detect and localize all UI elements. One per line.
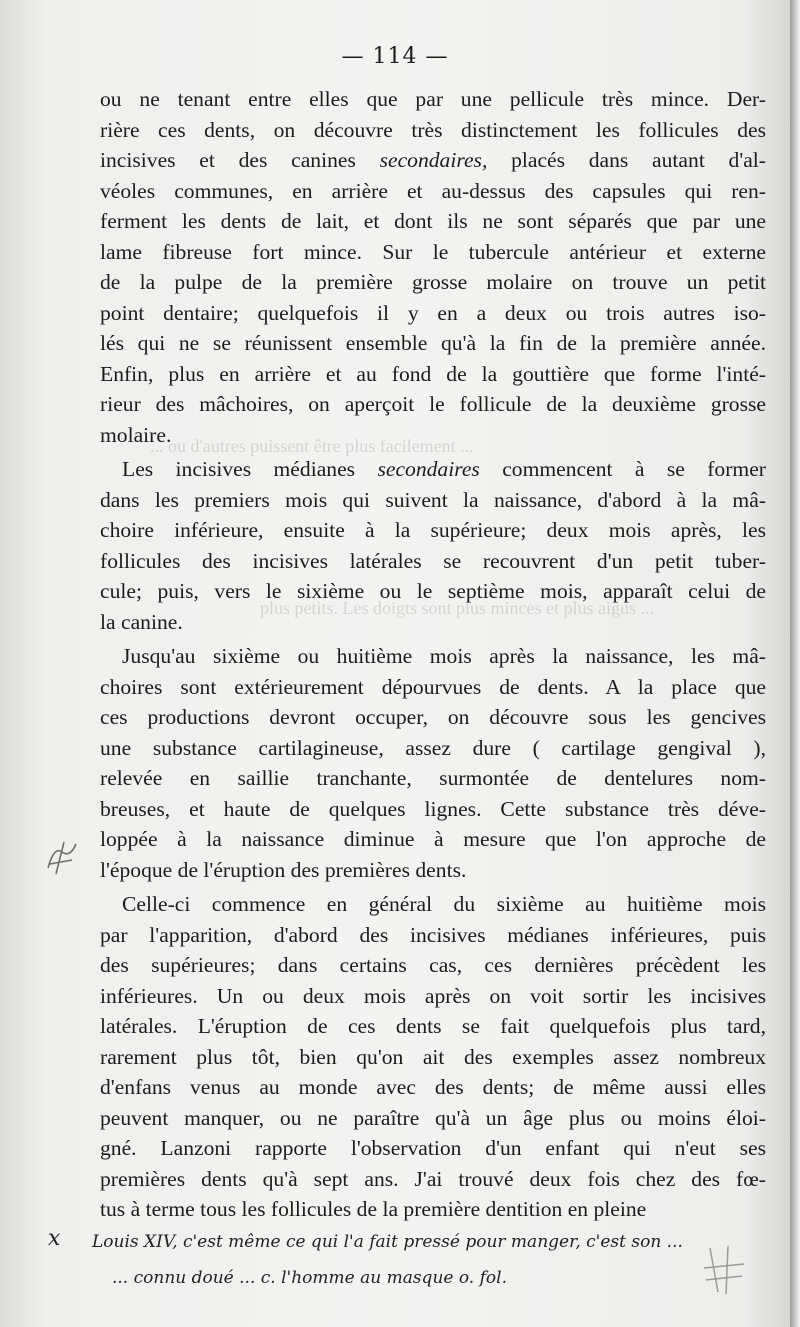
text-line: gné. Lanzoni rapporte l'observation d'un enfant qui n'eut ses: [100, 1136, 766, 1160]
text-segment: placés dans autant d'al-: [487, 148, 766, 172]
text-line: rière ces dents, on découvre très distinctement les follicules des: [100, 117, 766, 142]
bleed-through-text: ... ou d'autres puissent être plus facilement ...: [150, 436, 474, 456]
text-line: une substance cartilagineuse, assez dure ( cartilage gengival ),: [100, 735, 766, 760]
paragraph: [100, 84, 766, 450]
paragraph: [100, 641, 766, 885]
text-line: véoles communes, en arrière et au-dessus des capsules qui ren-: [100, 178, 766, 203]
handwritten-note-line: Louis XIV, c'est même ce qui l'a fait pressé pour manger, c'est son ...: [92, 1232, 683, 1252]
text-line: premières dents qu'à sept ans. J'ai trouvé deux fois chez des fœ-: [100, 1166, 766, 1191]
margin-pencil-mark: [42, 838, 82, 882]
text-line: lés qui ne se réunissent ensemble qu'à la fin de la première année.: [100, 331, 766, 355]
bleed-through-text: plus petits. Les doigts sont plus minces et plus aigus ...: [260, 598, 654, 618]
text-line: ou ne tenant entre elles que par une pellicule très mince. Der-: [100, 87, 766, 111]
text-line: point dentaire; quelquefois il y en a deux ou trois autres iso-: [100, 300, 766, 325]
text-line: [100, 145, 766, 176]
text-line: Enfin, plus en arrière et au fond de la gouttière que forme l'inté-: [100, 361, 766, 386]
text-line: loppée à la naissance diminue à mesure que l'on approche de: [100, 827, 766, 851]
text-line: par l'apparition, d'abord des incisives médianes inférieures, puis: [100, 922, 766, 947]
page-number: — 114 —: [341, 44, 449, 69]
body-text: [100, 84, 766, 1225]
text-line: l'époque de l'éruption des premières dents.: [100, 857, 467, 882]
text-line: breuses, et haute de quelques lignes. Cette substance très déve-: [100, 796, 766, 821]
text-line: peuvent manquer, ou ne paraître qu'à un âge plus ou moins éloi-: [100, 1105, 766, 1130]
text-line: lame fibreuse fort mince. Sur le tubercule antérieur et externe: [100, 239, 766, 264]
text-line: de la pulpe de la première grosse molaire on trouve un petit: [100, 270, 766, 294]
text-line: inférieures. Un ou deux mois après on voit sortir les incisives: [100, 983, 766, 1008]
text-line: rieur des mâchoires, on aperçoit le follicule de la deuxième grosse: [100, 392, 766, 416]
handwritten-marker: x: [48, 1226, 61, 1251]
emphasized-word: secondaires,: [379, 148, 488, 172]
paragraph: [100, 454, 766, 637]
handwritten-note-line: ... connu doué ... c. l'homme au masque o. fol.: [112, 1268, 507, 1288]
text-segment: incisives et des canines: [100, 148, 380, 172]
text-line: molaire.: [100, 422, 172, 447]
text-line: Jusqu'au sixième ou huitième mois après la naissance, les mâ-: [122, 644, 766, 668]
page-edge-shadow: [790, 0, 800, 1327]
text-segment: commencent à se former: [479, 457, 766, 481]
text-line: relevée en saillie tranchante, surmontée de dentelures nom-: [100, 766, 766, 790]
text-line: ferment les dents de lait, et dont ils ne sont séparés que par une: [100, 209, 766, 233]
text-line: choires sont extérieurement dépourvues de dents. A la place que: [100, 674, 766, 699]
text-line: cule; puis, vers le sixième ou le septième mois, apparaît celui de: [100, 579, 766, 603]
paragraph: [100, 889, 766, 1225]
text-line: latérales. L'éruption de ces dents se fait quelquefois plus tard,: [100, 1014, 766, 1038]
text-line: follicules des incisives latérales se recouvrent d'un petit tuber-: [100, 548, 766, 573]
text-segment: Les incisives médianes: [122, 457, 378, 481]
text-line: tus à terme tous les follicules de la première dentition en pleine: [100, 1197, 647, 1221]
text-line: choire inférieure, ensuite à la supérieure; deux mois après, les: [100, 518, 766, 542]
text-line: dans les premiers mois qui suivent la naissance, d'abord à la mâ-: [100, 487, 766, 512]
text-line: d'enfans venus au monde avec des dents; de même aussi elles: [100, 1075, 766, 1099]
text-line: Celle-ci commence en général du sixième au huitième mois: [122, 892, 766, 916]
text-line: des supérieures; dans certains cas, ces dernières précèdent les: [100, 953, 766, 977]
text-line: rarement plus tôt, bien qu'on ait des exemples assez nombreux: [100, 1044, 766, 1069]
text-line: la canine.: [100, 609, 183, 634]
text-line: [100, 454, 766, 485]
text-line: ces productions devront occuper, on découvre sous les gencives: [100, 705, 766, 729]
emphasized-word: secondaires: [377, 457, 480, 481]
corner-ink-mark: [700, 1240, 750, 1300]
